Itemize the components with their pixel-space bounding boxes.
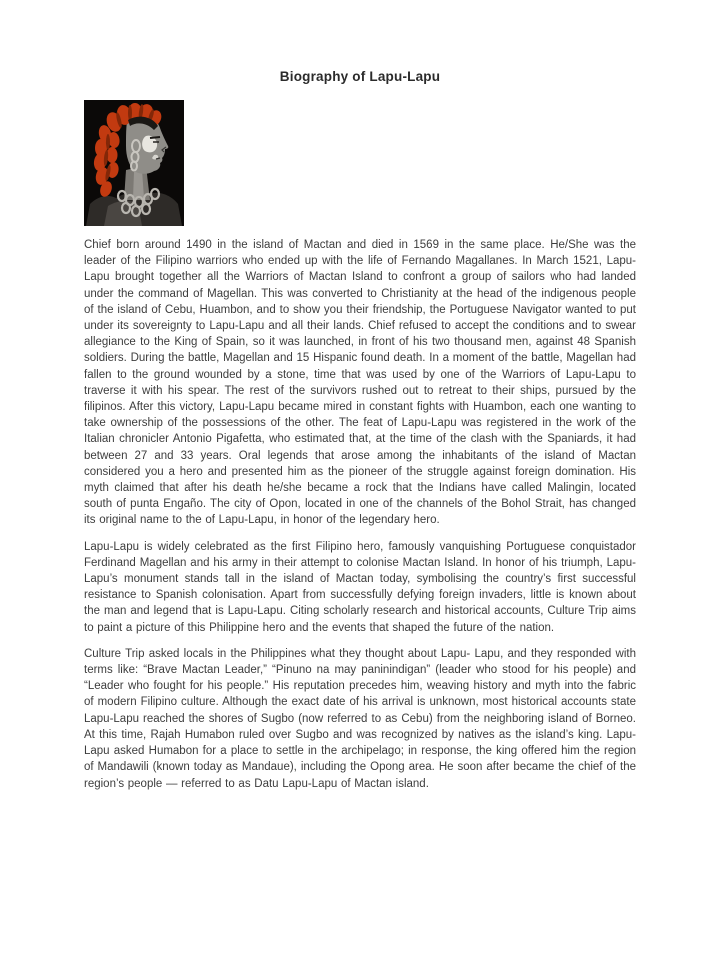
paragraph-3: Culture Trip asked locals in the Philippines what they thought about Lapu- Lapu, and they responded with terms like: “Brave Mactan Leader,” “Pinuno na may paninindigan” (leader who stood for his people) and “Leader who fought for his people.” His reputation precedes him, weaving history and myth into the fabric of modern Filipino culture. Although the exact date of his arrival is unknown, most historical accounts state Lapu-Lapu reached the shores of Sugbo (now referred to as Cebu) from the neighboring island of Borneo. At this time, Rajah Humabon ruled over Sugbo and was recognized by natives as the island’s king. Lapu-Lapu asked Humabon for a place to settle in the archipelago; in response, the king offered him the region of Mandawili (known today as Mandaue), including the Opong area. He soon after became the chief of the region’s people — referred to as Datu Lapu-Lapu of Mactan island.: [84, 647, 636, 790]
document-title: Biography of Lapu-Lapu: [279, 69, 441, 84]
lapu-lapu-portrait-image: [84, 100, 184, 226]
document-body: [84, 237, 636, 792]
paragraph-1: Chief born around 1490 in the island of Mactan and died in 1569 in the same place. He/She was the leader of the Filipino warriors who ended up with the life of Fernando Magallanes. In March 1521, Lapu-Lapu brought together all the Warriors of Mactan Island to confront a group of sailors who had landed under the command of Magellan. This was converted to Christianity at the head of the indigenous people of the island of Cebu, Huambon, and to show you their friendship, the Portuguese Navigator wanted to put under its sovereignty to Lapu-Lapu and all their lands. Chief refused to accept the conditions and to swear allegiance to the King of Spain, so it was launched, in front of his two thousand men, against 48 Spanish soldiers. During the battle, Magellan and 15 Hispanic found death. In a moment of the battle, Magellan had fallen to the ground wounded by a stone, time that was used by one of the Warriors of Lapu-Lapu to traverse it with his spear. The rest of the survivors rushed out to retreat to their ships, pursued by the filipinos. After this victory, Lapu-Lapu became mired in constant fights with Huambon, each one wanting to take ownership of the possessions of the other. The feat of Lapu-Lapu was registered in the work of the Italian chronicler Antonio Pigafetta, who estimated that, at the time of the clash with the Spaniards, it had between 27 and 33 years. Oral legends that arose among the inhabitants of the island of Mactan considered you a hero and presented him as the pioneer of the struggle against foreign domination. His myth claimed that after his death he/she became a rock that the Indians have called Malingin, located south of punta Engaño. The city of Opon, located in one of the channels of the Bohol Strait, has changed its original name to the of Lapu-Lapu, in honor of the legendary hero.: [84, 239, 636, 527]
portrait-illustration: [84, 100, 184, 226]
paragraph-2: Lapu-Lapu is widely celebrated as the first Filipino hero, famously vanquishing Portuguese conquistador Ferdinand Magellan and his army in their attempt to colonise Mactan Island. In honor of his triumph, Lapu-Lapu’s monument stands tall in the island of Mactan today, symbolising the country’s first successful resistance to Spanish colonisation. Apart from successfully defying foreign invaders, little is known about the man and legend that is Lapu-Lapu. Citing scholarly research and historical accounts, Culture Trip aims to paint a picture of this Philippine hero and the events that shaped the future of the nation.: [84, 540, 636, 634]
